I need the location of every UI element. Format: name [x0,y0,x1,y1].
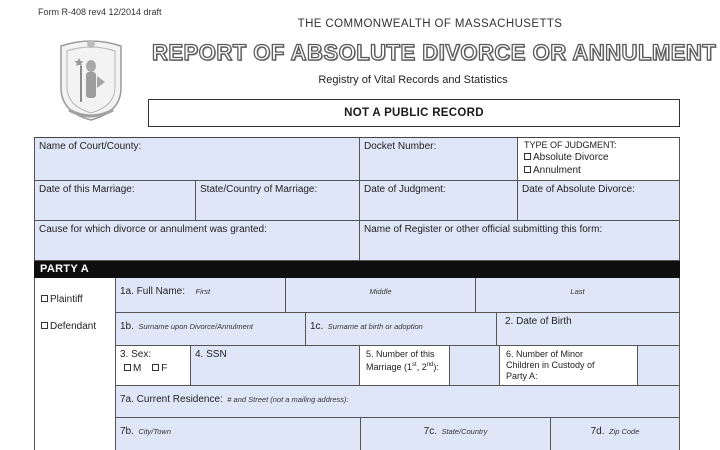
surname-divorce-number: 1b. [120,321,134,332]
sex-m-checkbox[interactable] [124,364,131,371]
plaintiff-checkbox[interactable] [41,295,48,302]
first-name-hint: First [195,287,211,296]
annulment-label: Annulment [533,165,581,176]
state-country-marriage-label: State/Country of Marriage: [200,184,318,195]
middle-name-field[interactable] [286,278,476,313]
marriage-number-label-2 [366,360,443,373]
date-absolute-divorce-field[interactable] [518,181,680,221]
state-country-field[interactable] [361,418,551,450]
sex-group [116,346,191,386]
date-of-birth-field[interactable] [497,313,680,346]
annulment-checkbox[interactable] [524,166,531,173]
sex-m-label: M [133,363,142,374]
minor-children-label-1: 6. Number of Minor [506,349,584,359]
zip-code-label: Zip Code [608,427,640,436]
surname-divorce-label: Surname upon Divorce/Annulment [138,322,254,331]
zip-code-number: 7d. [590,426,605,437]
date-of-judgment-field[interactable] [360,181,518,221]
annulment-option[interactable] [524,164,673,177]
marriage-number-label-box [360,346,450,386]
city-town-label: City/Town [138,427,172,436]
sex-f-option[interactable] [152,363,167,374]
defendant-option[interactable] [41,321,96,333]
last-name-field[interactable] [476,278,680,313]
state-country-number: 7c. [423,426,438,437]
court-county-label: Name of Court/County: [39,141,142,152]
sex-f-label: F [161,363,168,374]
minor-children-field[interactable] [638,346,680,386]
party-a-heading: PARTY A [34,261,680,278]
surname-birth-field[interactable] [306,313,497,346]
docket-number-field[interactable] [360,138,518,181]
current-residence-hint: # and Street (not a mailing address): [227,395,349,404]
defendant-checkbox[interactable] [41,322,48,329]
court-county-field[interactable] [35,138,360,181]
sex-m-option[interactable] [124,363,141,374]
absolute-divorce-label: Absolute Divorce [533,152,609,163]
marriage-number-text-3: ): [433,362,439,372]
current-residence-label: 7a. Current Residence: [120,394,223,405]
not-public-record-box: NOT A PUBLIC RECORD [148,99,680,127]
marriage-number-sup-2: nd [426,362,434,368]
surname-birth-label: Surname at birth or adoption [327,322,423,331]
absolute-divorce-option[interactable] [524,151,673,164]
minor-children-label-2: Children in Custody of [506,360,595,370]
minor-children-label-3: Party A: [506,371,538,381]
date-absolute-divorce-label: Date of Absolute Divorce: [522,184,635,195]
marriage-number-sup-1: st [412,362,417,368]
plaintiff-option[interactable] [41,294,83,306]
cause-label: Cause for which divorce or annulment was granted: [39,224,267,235]
date-of-birth-label: 2. Date of Birth [505,316,572,327]
ssn-field[interactable] [191,346,360,386]
surname-birth-number: 1c. [310,321,324,332]
last-name-hint: Last [570,287,585,296]
sex-label: 3. Sex: [120,349,152,360]
full-name-label: 1a. Full Name: [120,286,186,297]
docket-number-label: Docket Number: [364,141,437,152]
commonwealth-heading: THE COMMONWEALTH OF MASSACHUSETTS [297,18,563,30]
type-of-judgment-label: TYPE OF JUDGMENT: [524,140,617,150]
city-town-field[interactable] [116,418,361,450]
marriage-number-text-2: , 2 [416,362,427,372]
absolute-divorce-checkbox[interactable] [524,153,531,160]
massachusetts-seal-icon [55,36,127,122]
register-name-field[interactable] [360,221,680,261]
marriage-number-label-1: 5. Number of this [366,349,435,359]
party-role-group [35,278,116,450]
state-country-marriage-field[interactable] [196,181,360,221]
state-country-label: State/Country [441,427,488,436]
plaintiff-label: Plaintiff [50,294,83,305]
date-of-marriage-label: Date of this Marriage: [39,184,135,195]
date-of-marriage-field[interactable] [35,181,196,221]
minor-children-label-box [500,346,638,386]
ssn-label: 4. SSN [195,349,227,360]
current-residence-field[interactable] [116,386,680,418]
cause-field[interactable] [35,221,360,261]
type-of-judgment-group [518,138,680,181]
sex-f-checkbox[interactable] [152,364,159,371]
city-town-number: 7b. [120,426,134,437]
form-number: Form R-408 rev4 12/2014 draft [38,7,162,17]
marriage-number-text-1: Marriage (1 [366,362,413,372]
date-of-judgment-label: Date of Judgment: [364,184,446,195]
first-name-field[interactable] [116,278,286,313]
defendant-label: Defendant [50,321,97,332]
form-title: REPORT OF ABSOLUTE DIVORCE OR ANNULMENT [152,40,717,65]
surname-divorce-field[interactable] [116,313,306,346]
marriage-number-field[interactable] [450,346,500,386]
middle-name-hint: Middle [369,287,392,296]
register-name-label: Name of Register or other official submitting this form: [364,224,603,235]
registry-subtitle: Registry of Vital Records and Statistics [318,74,508,86]
zip-code-field[interactable] [551,418,680,450]
